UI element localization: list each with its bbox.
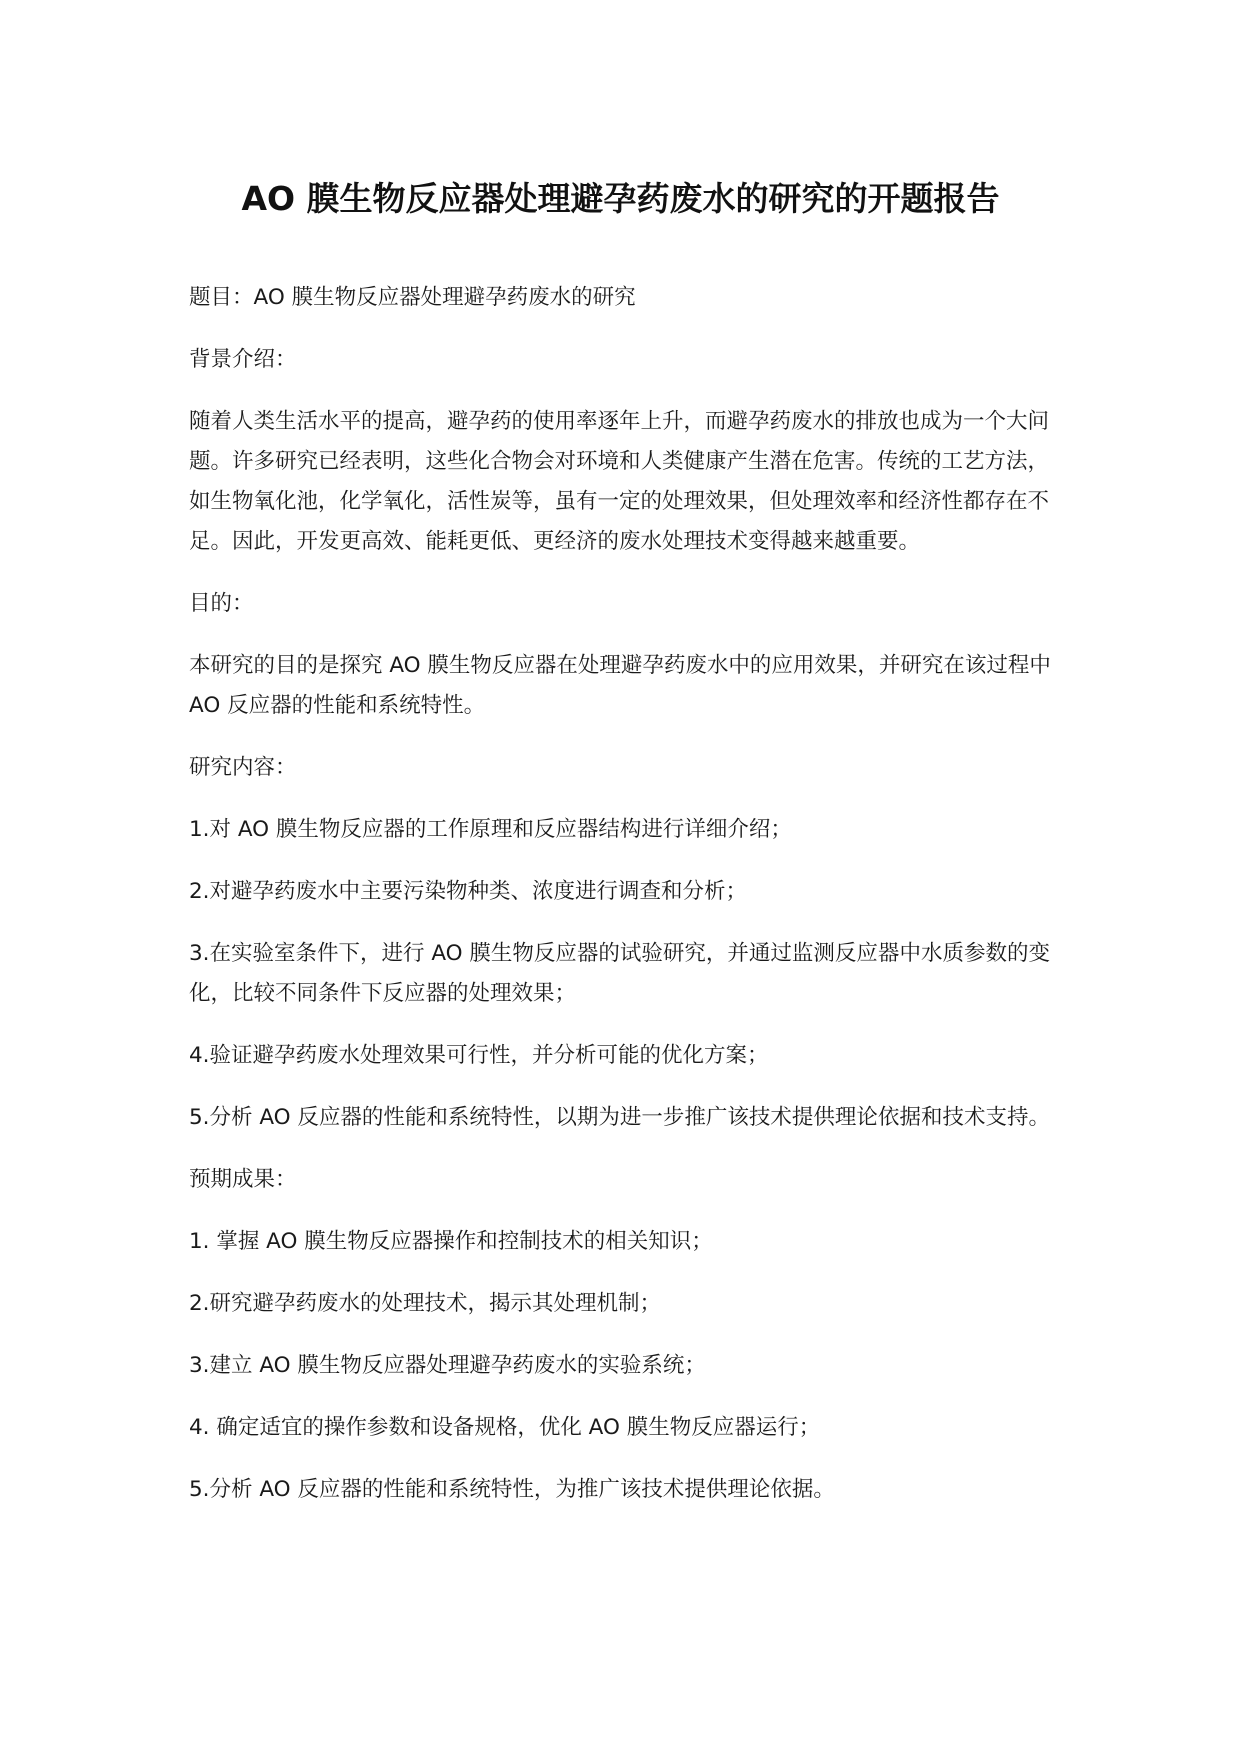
document-title: AO 膜生物反应器处理避孕药废水的研究的开题报告: [241, 179, 1000, 218]
section-heading-background: 背景介绍：: [189, 347, 297, 372]
result-item: 3.建立 AO 膜生物反应器处理避孕药废水的实验系统；: [189, 1353, 706, 1378]
result-item: 1. 掌握 AO 膜生物反应器操作和控制技术的相关知识；: [189, 1229, 713, 1254]
result-item: 5.分析 AO 反应器的性能和系统特性，为推广该技术提供理论依据。: [189, 1477, 835, 1502]
section-heading-expected-results: 预期成果：: [189, 1167, 297, 1192]
result-item: 4. 确定适宜的操作参数和设备规格，优化 AO 膜生物反应器运行；: [189, 1415, 821, 1440]
background-paragraph: 随着人类生活水平的提高，避孕药的使用率逐年上升，而避孕药废水的排放也成为一个大问题。许多研究已经表明，这些化合物会对环境和人类健康产生潜在危害。传统的工艺方法，如生物氧化池，化学氧化，活性炭等，虽有一定的处理效果，但处理效率和经济性都存在不足。因此，开发更高效、能耗更低、更经济的废水处理技术变得越来越重要。: [189, 409, 1050, 554]
section-heading-research-content: 研究内容：: [189, 755, 297, 780]
purpose-paragraph: 本研究的目的是探究 AO 膜生物反应器在处理避孕药废水中的应用效果，并研究在该过程中 AO 反应器的性能和系统特性。: [189, 653, 1051, 718]
section-heading-purpose: 目的：: [189, 591, 254, 616]
topic-line: 题目：AO 膜生物反应器处理避孕药废水的研究: [189, 285, 636, 310]
research-item: 5.分析 AO 反应器的性能和系统特性，以期为进一步推广该技术提供理论依据和技术支持。: [189, 1105, 1050, 1130]
research-item: 1.对 AO 膜生物反应器的工作原理和反应器结构进行详细介绍；: [189, 817, 792, 842]
result-item: 2.研究避孕药废水的处理技术，揭示其处理机制；: [189, 1291, 662, 1316]
research-item: 3.在实验室条件下，进行 AO 膜生物反应器的试验研究，并通过监测反应器中水质参数的变化，比较不同条件下反应器的处理效果；: [189, 941, 1050, 1006]
research-item: 2.对避孕药废水中主要污染物种类、浓度进行调查和分析；: [189, 879, 748, 904]
document-body: [189, 278, 1061, 1532]
research-item: 4.验证避孕药废水处理效果可行性，并分析可能的优化方案；: [189, 1043, 769, 1068]
